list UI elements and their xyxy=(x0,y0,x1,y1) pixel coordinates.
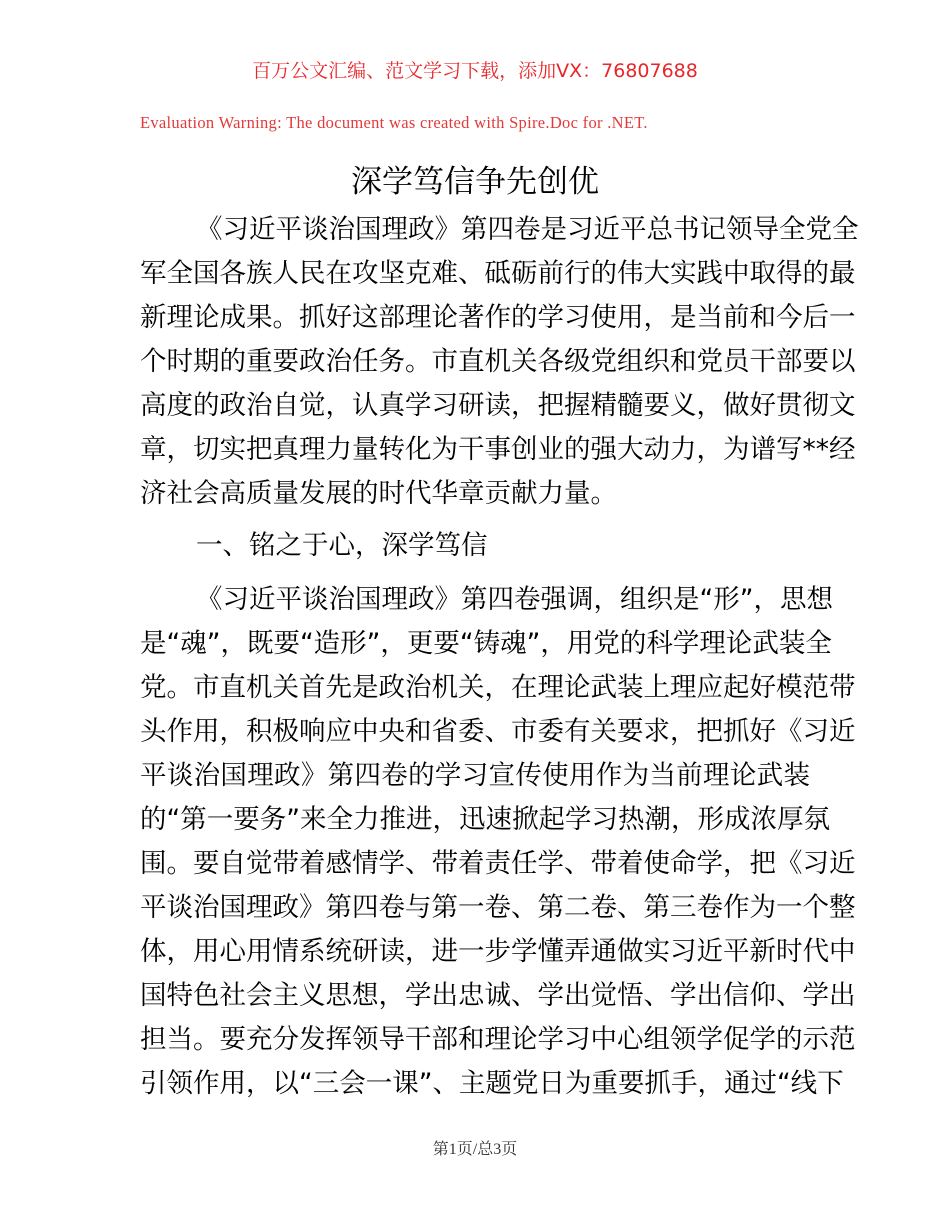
text-line: 担当。要充分发挥领导干部和理论学习中心组领学促学的示范 xyxy=(140,1024,856,1055)
text-line: 国特色社会主义思想，学出忠诚、学出觉悟、学出信仰、学出 xyxy=(140,980,856,1011)
document-title: 深学笃信争先创优 xyxy=(351,164,599,200)
text-line: 济社会高质量发展的时代华章贡献力量。 xyxy=(140,478,617,509)
text-line: 体，用心用情系统研读，进一步学懂弄通做实习近平新时代中 xyxy=(140,936,856,967)
text-line: 章，切实把真理力量转化为干事创业的强大动力，为谱写**经 xyxy=(140,434,856,465)
text-line: 围。要自觉带着感情学、带着责任学、带着使命学，把《习近 xyxy=(140,848,856,879)
evaluation-warning: Evaluation Warning: The document was created with Spire.Doc for .NET. xyxy=(140,113,648,132)
page-number: 第1页/总3页 xyxy=(432,1141,518,1158)
text-line: 头作用，积极响应中央和省委、市委有关要求，把抓好《习近 xyxy=(140,716,856,747)
text-line: 《习近平谈治国理政》第四卷强调，组织是“形”，思想 xyxy=(196,584,833,615)
header-banner: 百万公文汇编、范文学习下载，添加VX：76807688 xyxy=(252,60,698,82)
text-line: 一、铭之于心，深学笃信 xyxy=(196,530,488,561)
text-line: 是“魂”，既要“造形”，更要“铸魂”，用党的科学理论武装全 xyxy=(140,628,832,659)
text-line: 新理论成果。抓好这部理论著作的学习使用，是当前和今后一 xyxy=(140,302,856,333)
text-line: 军全国各族人民在攻坚克难、砥砺前行的伟大实践中取得的最 xyxy=(140,258,856,289)
text-line: 个时期的重要政治任务。市直机关各级党组织和党员干部要以 xyxy=(140,346,856,377)
paragraph-section-1 xyxy=(140,578,856,1106)
text-line: 引领作用，以“三会一课”、主题党日为重要抓手，通过“线下 xyxy=(140,1068,844,1099)
text-line: 《习近平谈治国理政》第四卷是习近平总书记领导全党全 xyxy=(196,214,859,245)
text-line: 平谈治国理政》第四卷的学习宣传使用作为当前理论武装 xyxy=(140,760,810,791)
text-line: 的“第一要务”来全力推进，迅速掀起学习热潮，形成浓厚氛 xyxy=(140,804,830,835)
section-heading xyxy=(140,524,810,568)
text-line: 平谈治国理政》第四卷与第一卷、第二卷、第三卷作为一个整 xyxy=(140,892,856,923)
paragraph-intro xyxy=(140,208,859,516)
text-line: 高度的政治自觉，认真学习研读，把握精髓要义，做好贯彻文 xyxy=(140,390,856,421)
text-line: 党。市直机关首先是政治机关，在理论武装上理应起好模范带 xyxy=(140,672,856,703)
